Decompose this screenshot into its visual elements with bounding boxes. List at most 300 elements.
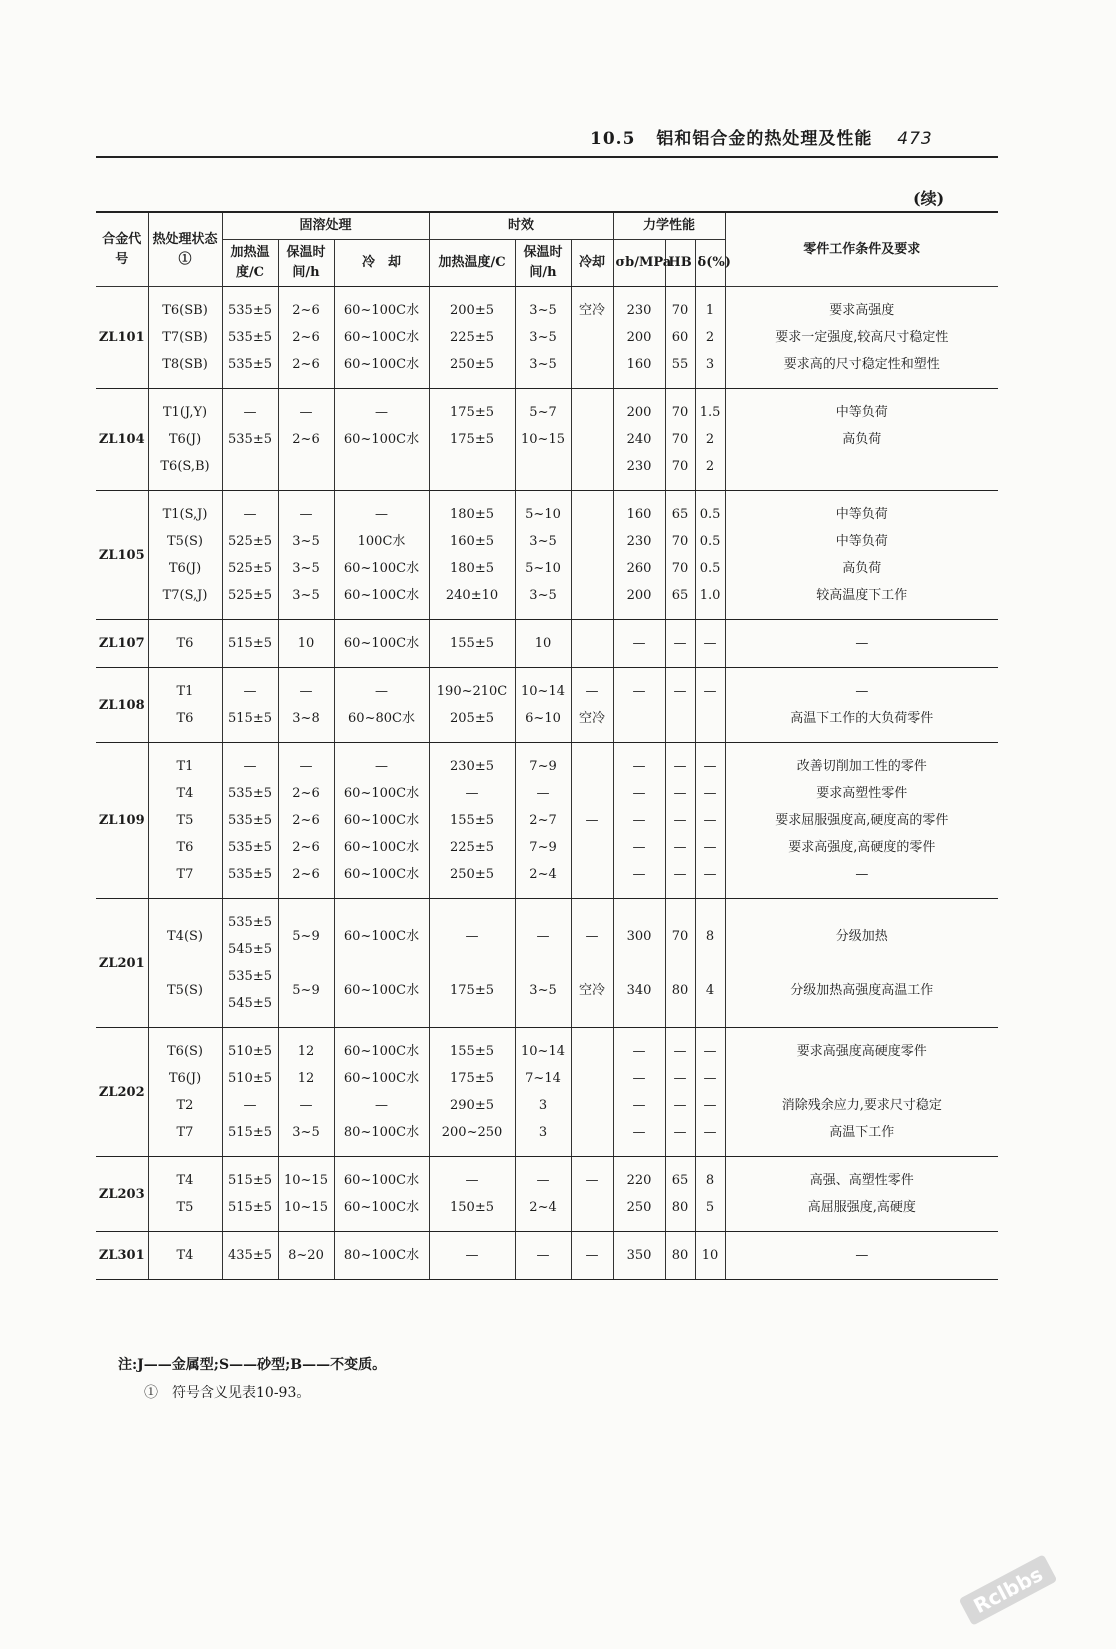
cell-hb <box>665 705 695 743</box>
cell-age-cool: 空冷 <box>571 963 613 1028</box>
cell-requirement: 较高温度下工作 <box>725 582 998 620</box>
cell-delta: — <box>695 807 725 834</box>
cell-cooling: — <box>334 668 429 706</box>
cell-cooling: — <box>334 1092 429 1119</box>
cell-hold-time: 2~6 <box>278 426 334 453</box>
cell-age-cool <box>571 582 613 620</box>
cell-cooling: 60~100C水 <box>334 1028 429 1066</box>
cell-heat-temp: 515±5 <box>222 1119 278 1157</box>
table-row <box>96 491 998 529</box>
cell-age-cool <box>571 780 613 807</box>
table-row <box>96 453 998 491</box>
cell-age-temp: 250±5 <box>429 861 515 899</box>
cell-sigma-b: 230 <box>613 287 665 325</box>
cell-state: T4(S) <box>148 899 222 964</box>
cell-age-time: 6~10 <box>515 705 571 743</box>
cell-hb: 80 <box>665 963 695 1028</box>
cell-cooling: 60~100C水 <box>334 807 429 834</box>
cell-hold-time: — <box>278 1092 334 1119</box>
cell-cooling: 60~100C水 <box>334 861 429 899</box>
cell-age-temp: 225±5 <box>429 324 515 351</box>
alloy-group <box>96 491 998 620</box>
cell-heat-temp: 515±5 <box>222 1194 278 1232</box>
cell-heat-temp: 535±5 545±5 <box>222 963 278 1028</box>
cell-delta: 5 <box>695 1194 725 1232</box>
cell-delta: 2 <box>695 453 725 491</box>
col-cooling: 冷 却 <box>334 240 429 287</box>
cell-hold-time: — <box>278 491 334 529</box>
cell-state: T5 <box>148 1194 222 1232</box>
cell-age-cool <box>571 1194 613 1232</box>
alloy-code: ZL301 <box>96 1232 148 1280</box>
cell-hb: — <box>665 620 695 668</box>
cell-hb: — <box>665 1065 695 1092</box>
alloy-group <box>96 287 998 389</box>
cell-age-time: 3~5 <box>515 287 571 325</box>
cell-hold-time: 2~6 <box>278 807 334 834</box>
cell-cooling: 60~100C水 <box>334 834 429 861</box>
alloy-group <box>96 668 998 743</box>
alloy-group <box>96 389 998 491</box>
cell-sigma-b: — <box>613 1065 665 1092</box>
cell-age-time: 3~5 <box>515 528 571 555</box>
cell-hb: 60 <box>665 324 695 351</box>
cell-hold-time: 2~6 <box>278 324 334 351</box>
table-row <box>96 780 998 807</box>
cell-cooling: — <box>334 743 429 781</box>
cell-hb: — <box>665 834 695 861</box>
cell-hb: — <box>665 668 695 706</box>
cell-age-cool <box>571 861 613 899</box>
cell-age-temp: 290±5 <box>429 1092 515 1119</box>
cell-sigma-b: 260 <box>613 555 665 582</box>
cell-age-temp: 175±5 <box>429 426 515 453</box>
cell-state: T7 <box>148 861 222 899</box>
table-row <box>96 287 998 325</box>
cell-hb: 65 <box>665 1157 695 1195</box>
cell-hb: 70 <box>665 287 695 325</box>
cell-heat-temp: — <box>222 668 278 706</box>
cell-age-time: 3~5 <box>515 963 571 1028</box>
table-row <box>96 1028 998 1066</box>
col-aging: 时效 <box>429 212 613 240</box>
cell-sigma-b: 160 <box>613 351 665 389</box>
col-solution: 固溶处理 <box>222 212 429 240</box>
cell-age-temp: 225±5 <box>429 834 515 861</box>
cell-state: T1 <box>148 743 222 781</box>
cell-state: T6(S) <box>148 1028 222 1066</box>
cell-hold-time: 2~6 <box>278 351 334 389</box>
cell-cooling: 60~100C水 <box>334 324 429 351</box>
cell-hb: 70 <box>665 389 695 427</box>
cell-age-temp: 205±5 <box>429 705 515 743</box>
cell-age-temp: 155±5 <box>429 807 515 834</box>
cell-heat-temp: 535±5 <box>222 780 278 807</box>
cell-delta: — <box>695 1065 725 1092</box>
table-row <box>96 668 998 706</box>
cell-hb: 70 <box>665 528 695 555</box>
cell-age-time: 5~10 <box>515 491 571 529</box>
cell-age-cool <box>571 453 613 491</box>
cell-requirement: 高屈服强度,高硬度 <box>725 1194 998 1232</box>
cell-state: T1(J,Y) <box>148 389 222 427</box>
cell-state: T6 <box>148 620 222 668</box>
cell-hb: — <box>665 1119 695 1157</box>
cell-requirement: 要求高强度 <box>725 287 998 325</box>
cell-age-cool: — <box>571 807 613 834</box>
cell-hold-time <box>278 453 334 491</box>
cell-age-time: 2~4 <box>515 861 571 899</box>
cell-state: T5(S) <box>148 528 222 555</box>
cell-age-time: 10~14 <box>515 1028 571 1066</box>
table-row <box>96 324 998 351</box>
cell-age-cool: 空冷 <box>571 705 613 743</box>
cell-state: T1 <box>148 668 222 706</box>
cell-hb: 70 <box>665 426 695 453</box>
cell-heat-temp: 510±5 <box>222 1028 278 1066</box>
cell-age-cool <box>571 389 613 427</box>
cell-age-cool <box>571 743 613 781</box>
cell-sigma-b: — <box>613 1092 665 1119</box>
cell-sigma-b: — <box>613 780 665 807</box>
cell-age-temp: 175±5 <box>429 963 515 1028</box>
table-row <box>96 743 998 781</box>
cell-age-temp: 180±5 <box>429 491 515 529</box>
cell-delta: 8 <box>695 1157 725 1195</box>
cell-hold-time: 3~5 <box>278 555 334 582</box>
cell-requirement: 要求高强度高硬度零件 <box>725 1028 998 1066</box>
table-row <box>96 389 998 427</box>
cell-age-temp: — <box>429 899 515 964</box>
cell-sigma-b: — <box>613 807 665 834</box>
cell-hb: — <box>665 743 695 781</box>
cell-heat-temp: — <box>222 491 278 529</box>
cell-hold-time: 10~15 <box>278 1194 334 1232</box>
cell-state: T5(S) <box>148 963 222 1028</box>
table-row <box>96 1157 998 1195</box>
table-row <box>96 807 998 834</box>
cell-hb: — <box>665 780 695 807</box>
cell-age-cool <box>571 351 613 389</box>
cell-age-cool <box>571 1119 613 1157</box>
table-row <box>96 963 998 1028</box>
cell-delta: 0.5 <box>695 528 725 555</box>
cell-heat-temp: 535±5 545±5 <box>222 899 278 964</box>
cell-age-temp: 175±5 <box>429 389 515 427</box>
col-alloy: 合金代号 <box>96 212 148 287</box>
cell-requirement: — <box>725 668 998 706</box>
cell-heat-temp: 525±5 <box>222 582 278 620</box>
cell-state: T6(SB) <box>148 287 222 325</box>
cell-sigma-b: — <box>613 861 665 899</box>
cell-sigma-b: 240 <box>613 426 665 453</box>
cell-requirement: 高负荷 <box>725 426 998 453</box>
cell-cooling: 60~100C水 <box>334 426 429 453</box>
cell-age-cool <box>571 324 613 351</box>
cell-hb: 70 <box>665 453 695 491</box>
alloy-code: ZL105 <box>96 491 148 620</box>
cell-requirement: 要求一定强度,较高尺寸稳定性 <box>725 324 998 351</box>
cell-age-cool: — <box>571 668 613 706</box>
cell-state: T7(SB) <box>148 324 222 351</box>
page-number: 473 <box>897 129 933 149</box>
cell-hold-time: 8~20 <box>278 1232 334 1280</box>
cell-heat-temp: 535±5 <box>222 324 278 351</box>
cell-age-cool <box>571 1092 613 1119</box>
cell-age-time: 5~7 <box>515 389 571 427</box>
cell-hold-time: 2~6 <box>278 861 334 899</box>
cell-age-cool <box>571 834 613 861</box>
table-row <box>96 582 998 620</box>
cell-requirement: 要求高的尺寸稳定性和塑性 <box>725 351 998 389</box>
table-row <box>96 861 998 899</box>
cell-delta: 1.0 <box>695 582 725 620</box>
cell-delta: — <box>695 1028 725 1066</box>
cell-hold-time: 2~6 <box>278 780 334 807</box>
cell-heat-temp <box>222 453 278 491</box>
cell-cooling: 60~100C水 <box>334 287 429 325</box>
cell-heat-temp: 535±5 <box>222 807 278 834</box>
cell-cooling: 60~100C水 <box>334 351 429 389</box>
cell-heat-temp: 525±5 <box>222 555 278 582</box>
col-state: 热处理状态① <box>148 212 222 287</box>
cell-requirement: 高温下工作 <box>725 1119 998 1157</box>
cell-sigma-b: 340 <box>613 963 665 1028</box>
alloy-group <box>96 1232 998 1280</box>
cell-hold-time: — <box>278 743 334 781</box>
alloy-code: ZL203 <box>96 1157 148 1232</box>
alloy-code: ZL101 <box>96 287 148 389</box>
section-title: 铝和铝合金的热处理及性能 <box>656 129 873 149</box>
cell-hold-time: 3~5 <box>278 582 334 620</box>
col-mech: 力学性能 <box>613 212 725 240</box>
cell-delta: 2 <box>695 426 725 453</box>
col-requirements: 零件工作条件及要求 <box>725 212 998 287</box>
cell-state: T8(SB) <box>148 351 222 389</box>
cell-delta: 4 <box>695 963 725 1028</box>
cell-state: T5 <box>148 807 222 834</box>
alloy-code: ZL107 <box>96 620 148 668</box>
cell-cooling: 60~100C水 <box>334 780 429 807</box>
cell-cooling: 60~100C水 <box>334 899 429 964</box>
cell-age-time: 3~5 <box>515 582 571 620</box>
cell-hold-time: 3~8 <box>278 705 334 743</box>
alloy-code: ZL202 <box>96 1028 148 1157</box>
cell-delta: — <box>695 620 725 668</box>
cell-sigma-b: 350 <box>613 1232 665 1280</box>
footnote-symbol: ① 符号含义见表10-93。 <box>144 1385 311 1401</box>
cell-age-cool <box>571 555 613 582</box>
cell-requirement: 分级加热 <box>725 899 998 964</box>
cell-hb: — <box>665 807 695 834</box>
cell-cooling: 60~100C水 <box>334 582 429 620</box>
cell-cooling: 80~100C水 <box>334 1119 429 1157</box>
cell-age-time: 3 <box>515 1092 571 1119</box>
cell-state: T1(S,J) <box>148 491 222 529</box>
cell-age-time: 10~15 <box>515 426 571 453</box>
cell-state: T6 <box>148 834 222 861</box>
cell-hold-time: 12 <box>278 1028 334 1066</box>
cell-sigma-b: — <box>613 668 665 706</box>
cell-cooling: 60~100C水 <box>334 620 429 668</box>
cell-state: T4 <box>148 780 222 807</box>
cell-requirement: 中等负荷 <box>725 491 998 529</box>
cell-hb: — <box>665 1028 695 1066</box>
continued-label: (续) <box>913 189 945 208</box>
table-row <box>96 528 998 555</box>
cell-age-cool: — <box>571 899 613 964</box>
cell-requirement: 要求屈服强度高,硬度高的零件 <box>725 807 998 834</box>
cell-age-time: 3~5 <box>515 351 571 389</box>
table-row <box>96 1065 998 1092</box>
cell-cooling: 80~100C水 <box>334 1232 429 1280</box>
cell-hold-time: 5~9 <box>278 963 334 1028</box>
cell-age-time: — <box>515 1157 571 1195</box>
cell-age-time: 7~9 <box>515 743 571 781</box>
cell-age-cool <box>571 528 613 555</box>
cell-delta: 0.5 <box>695 555 725 582</box>
cell-heat-temp: 535±5 <box>222 426 278 453</box>
cell-age-temp: 160±5 <box>429 528 515 555</box>
col-heat-temp: 加热温度/C <box>222 240 278 287</box>
alloy-group <box>96 743 998 899</box>
cell-requirement: 要求高塑性零件 <box>725 780 998 807</box>
cell-age-time: 2~7 <box>515 807 571 834</box>
cell-delta <box>695 705 725 743</box>
cell-sigma-b: — <box>613 1028 665 1066</box>
cell-age-time: 2~4 <box>515 1194 571 1232</box>
table-row <box>96 620 998 668</box>
watermark-logo: Rclbbs <box>959 1554 1058 1626</box>
cell-sigma-b: 230 <box>613 453 665 491</box>
cell-requirement <box>725 453 998 491</box>
cell-state: T2 <box>148 1092 222 1119</box>
cell-requirement: 要求高强度,高硬度的零件 <box>725 834 998 861</box>
cell-hb: 65 <box>665 491 695 529</box>
cell-hold-time: 3~5 <box>278 528 334 555</box>
cell-requirement: 中等负荷 <box>725 389 998 427</box>
cell-heat-temp: 525±5 <box>222 528 278 555</box>
alloy-code: ZL108 <box>96 668 148 743</box>
cell-heat-temp: 510±5 <box>222 1065 278 1092</box>
col-age-time: 保温时间/h <box>515 240 571 287</box>
alloy-group <box>96 1028 998 1157</box>
cell-hold-time: 3~5 <box>278 1119 334 1157</box>
cell-heat-temp: — <box>222 389 278 427</box>
table-row <box>96 899 998 964</box>
alloy-group <box>96 899 998 1028</box>
cell-delta: 0.5 <box>695 491 725 529</box>
cell-age-cool: 空冷 <box>571 287 613 325</box>
cell-age-temp: 180±5 <box>429 555 515 582</box>
cell-delta: 8 <box>695 899 725 964</box>
cell-delta: — <box>695 1119 725 1157</box>
cell-cooling: — <box>334 491 429 529</box>
cell-hb: 70 <box>665 555 695 582</box>
cell-state: T7(S,J) <box>148 582 222 620</box>
cell-heat-temp: 535±5 <box>222 834 278 861</box>
cell-state: T6(J) <box>148 555 222 582</box>
alloy-code: ZL109 <box>96 743 148 899</box>
cell-age-time: 10 <box>515 620 571 668</box>
cell-requirement: — <box>725 620 998 668</box>
cell-age-time: 10~14 <box>515 668 571 706</box>
cell-sigma-b: — <box>613 620 665 668</box>
table-row <box>96 1092 998 1119</box>
cell-sigma-b: 160 <box>613 491 665 529</box>
cell-sigma-b: 300 <box>613 899 665 964</box>
cell-cooling: 100C水 <box>334 528 429 555</box>
cell-cooling: 60~100C水 <box>334 555 429 582</box>
heat-treatment-table <box>96 211 998 1280</box>
col-age-temp: 加热温度/C <box>429 240 515 287</box>
cell-state: T6(J) <box>148 1065 222 1092</box>
cell-hb: — <box>665 1092 695 1119</box>
cell-age-temp: 175±5 <box>429 1065 515 1092</box>
cell-sigma-b: 200 <box>613 389 665 427</box>
cell-sigma-b: 200 <box>613 582 665 620</box>
cell-cooling: 60~100C水 <box>334 1157 429 1195</box>
cell-heat-temp: 435±5 <box>222 1232 278 1280</box>
table-row <box>96 834 998 861</box>
cell-hb: — <box>665 861 695 899</box>
cell-hold-time: 10~15 <box>278 1157 334 1195</box>
cell-age-temp: 250±5 <box>429 351 515 389</box>
cell-delta: 10 <box>695 1232 725 1280</box>
cell-hb: 65 <box>665 582 695 620</box>
cell-age-temp: 190~210C <box>429 668 515 706</box>
cell-heat-temp: 515±5 <box>222 705 278 743</box>
cell-requirement: 高温下工作的大负荷零件 <box>725 705 998 743</box>
cell-requirement <box>725 1065 998 1092</box>
cell-cooling: 60~100C水 <box>334 1065 429 1092</box>
cell-delta: — <box>695 1092 725 1119</box>
cell-state: T4 <box>148 1232 222 1280</box>
cell-state: T7 <box>148 1119 222 1157</box>
cell-age-temp: — <box>429 780 515 807</box>
cell-delta: — <box>695 861 725 899</box>
cell-age-time: 5~10 <box>515 555 571 582</box>
table-row <box>96 705 998 743</box>
cell-requirement: — <box>725 1232 998 1280</box>
cell-hold-time: 10 <box>278 620 334 668</box>
cell-age-temp: 150±5 <box>429 1194 515 1232</box>
cell-heat-temp: 535±5 <box>222 287 278 325</box>
cell-hb: 80 <box>665 1194 695 1232</box>
cell-hold-time: 2~6 <box>278 834 334 861</box>
running-header <box>590 124 1000 149</box>
cell-age-cool: — <box>571 1232 613 1280</box>
cell-age-time: 7~14 <box>515 1065 571 1092</box>
cell-state: T6(S,B) <box>148 453 222 491</box>
table-row <box>96 351 998 389</box>
cell-age-temp: — <box>429 1157 515 1195</box>
cell-heat-temp: 515±5 <box>222 620 278 668</box>
cell-age-temp: 155±5 <box>429 1028 515 1066</box>
col-hold-time: 保温时间/h <box>278 240 334 287</box>
alloy-group <box>96 1157 998 1232</box>
col-delta: δ(%) <box>695 240 725 287</box>
cell-delta: 1 <box>695 287 725 325</box>
cell-hold-time: 12 <box>278 1065 334 1092</box>
cell-age-temp: — <box>429 1232 515 1280</box>
cell-delta: 3 <box>695 351 725 389</box>
col-age-cool: 冷却 <box>571 240 613 287</box>
cell-age-temp: 230±5 <box>429 743 515 781</box>
cell-requirement: 中等负荷 <box>725 528 998 555</box>
cell-age-temp: 240±10 <box>429 582 515 620</box>
alloy-code: ZL104 <box>96 389 148 491</box>
